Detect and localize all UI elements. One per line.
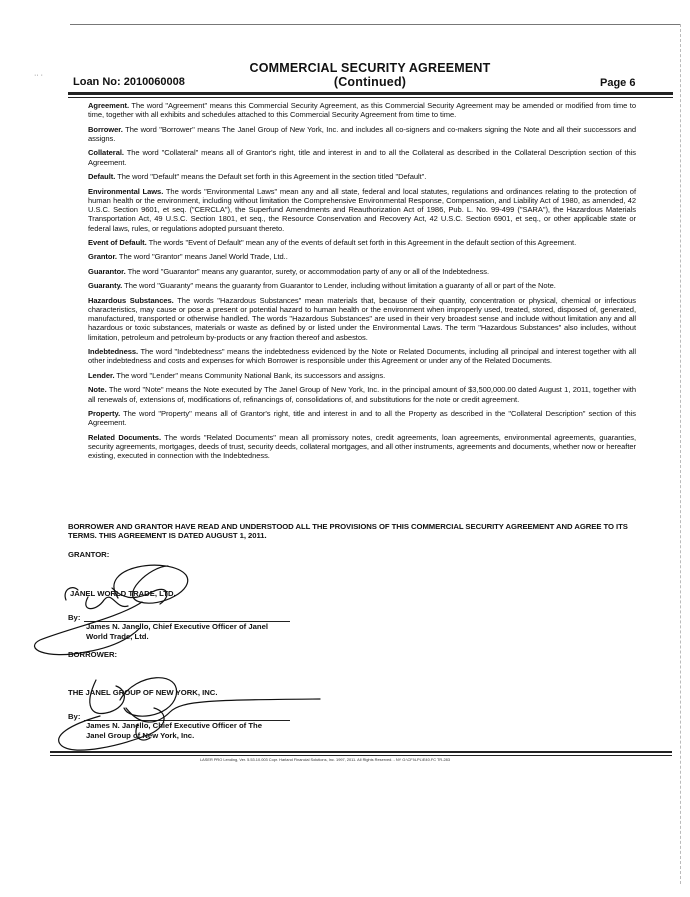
grantor-by-label: By: <box>68 613 81 622</box>
definition-text: The word "Borrower" means The Janel Group of New York, Inc. and includes all co-signers and co-makers signing the Note and all their successors and assigns. <box>88 124 636 143</box>
definition-text: The word "Grantor" means Janel World Trade, Ltd.. <box>116 252 288 262</box>
grantor-entity: JANEL WORLD TRADE, LTD. <box>70 589 176 598</box>
definition-paragraph <box>88 172 636 181</box>
definition-paragraph <box>88 267 636 276</box>
header-rule-thick <box>68 92 673 95</box>
definition-text: The word "Note" means the Note executed by The Janel Group of New York, Inc. in the principal amount of $3,500,000.00 dated August 1, 2011, together with all renewals of, extensions of, modifications of, refinancings of, consolidations of, and substitutions for the note or credit agreement. <box>88 385 636 404</box>
definition-paragraph <box>88 347 636 366</box>
definition-term: Guarantor. <box>88 266 126 276</box>
definition-term: Borrower. <box>88 124 123 134</box>
definition-text: The word "Default" means the Default set forth in this Agreement in the section titled "Default". <box>115 172 427 182</box>
definition-term: Guaranty. <box>88 281 123 291</box>
subtitle-line: (Continued) <box>333 75 407 89</box>
definition-text: The word "Property" means all of Grantor's right, title and interest in and to all the Property as described in the "Collateral Description" section of this Agreement. <box>88 408 636 428</box>
margin-mark: ·· · <box>34 72 43 79</box>
borrower-entity: THE JANEL GROUP OF NEW YORK, INC. <box>68 688 218 697</box>
borrower-signer-title-2: Janel Group of New York, Inc. <box>86 731 195 740</box>
definition-text: The words "Hazardous Substances" mean materials that, because of their quantity, concentration or physical, chemical or infectious characteristics, may cause or pose a present or potential hazard to human health or the environment when improperly used, treated, stored, disposed of, generated, manufactured, transported or otherwise handled. The words "Hazardous Substances" are used in their very broadest sense and include without limitation any and all hazardous or toxic substances, materials or waste as defined by or listed under the Environmental Laws. The term "Hazardous Substances" also includes, without limitation, petroleum and petroleum by-products or any fraction thereof and asbestos. <box>88 295 637 342</box>
definition-paragraph <box>88 125 636 144</box>
grantor-signer-title-2: World Trade, Ltd. <box>86 632 149 641</box>
borrower-signer-title: James N. Janello, Chief Executive Officer of The <box>86 721 263 730</box>
definition-text: The words "Related Documents" mean all promissory notes, credit agreements, loan agreements, environmental agreements, guaranties, security agreements, mortgages, deeds of trust, security deeds, collateral mortgages, and all other instruments, agreements and documents, whether now or hereafter existing, executed in connection with the Indebtedness. <box>88 432 636 461</box>
page-edge <box>680 24 681 884</box>
grantor-label: GRANTOR: <box>68 550 110 559</box>
definition-text: The words "Event of Default" mean any of the events of default set forth in this Agreement in the default section of this Agreement. <box>146 237 577 247</box>
definition-paragraph <box>88 252 636 261</box>
definition-paragraph <box>88 371 636 380</box>
definition-term: Note. <box>88 385 107 395</box>
definitions-section <box>88 101 636 466</box>
definition-paragraph <box>88 281 636 290</box>
definition-text: The word "Guarantor" means any guarantor, surety, or accommodation party of any or all of the Indebtedness. <box>125 266 490 276</box>
definition-paragraph <box>88 385 636 404</box>
definition-paragraph <box>88 101 636 120</box>
footer-rule-thick <box>50 751 672 753</box>
document-title <box>230 61 510 89</box>
closing-statement: BORROWER AND GRANTOR HAVE READ AND UNDERSTOOD ALL THE PROVISIONS OF THIS COMMERCIAL SECURITY AGREEMENT AND AGREE TO ITS TERMS. THIS AGREEMENT IS DATED AUGUST 1, 2011. <box>68 522 628 541</box>
definition-term: Hazardous Substances. <box>88 295 174 305</box>
definition-paragraph <box>88 409 636 428</box>
definition-term: Collateral. <box>88 148 124 158</box>
definition-term: Property. <box>88 408 121 418</box>
definition-paragraph <box>88 187 636 233</box>
definition-term: Grantor. <box>88 252 117 262</box>
footer-rule-thin <box>50 755 672 756</box>
footer-text: LASER PRO Lending, Ver. 5.53.10.003 Copr. Harland Financial Solutions, Inc. 1997, 2011. All Rights Reserved. - NY G:\CFI\LPL\E40.FC TR-283 <box>200 757 450 762</box>
definition-paragraph <box>88 296 636 342</box>
definition-term: Event of Default. <box>88 237 147 247</box>
definition-text: The word "Indebtedness" means the indebtedness evidenced by the Note or Related Documents, including all principal and interest together with all other indebtedness and costs and expenses for which Borrower is responsible under this Agreement or under any of the Related Documents. <box>88 347 636 366</box>
definition-text: The word "Collateral" means all of Grantor's right, title and interest in and to all the Collateral as described in the Collateral Description section of this Agreement. <box>88 148 636 167</box>
borrower-by-label: By: <box>68 712 81 721</box>
grantor-signature-drawing <box>35 565 188 654</box>
grantor-signer-title: James N. Janello, Chief Executive Officer of Janel <box>86 622 269 631</box>
header-rule-thin <box>68 97 673 98</box>
definition-paragraph <box>88 148 636 167</box>
definition-text: The word "Lender" means Community National Bank, its successors and assigns. <box>114 370 386 380</box>
definition-text: The word "Agreement" means this Commercial Security Agreement, as this Commercial Security Agreement may be amended or modified from time to time, together with all exhibits and schedules attached to this Commercial Security Agreement from time to time. <box>88 101 636 120</box>
definition-text: The words "Environmental Laws" mean any and all state, federal and local statutes, regulations and ordinances relating to the protection of human health or the environment, including without limitation the Comprehensive Environmental Response, Compensation, and Liability Act of 1980, as amended, 42 U.S.C. Section 9601, et seq. ("CERCLA"), the Superfund Amendments and Reauthorization Act of 1986, Pub. L. No. 99-499 ("SARA"), the Hazardous Materials Transportation Act, 49 U.S.C. Section 1801, et seq., the Resource Conservation and Recovery Act, 42 U.S.C. Section 6901, et seq., or other applicable state or federal laws, rules, or regulations adopted pursuant thereto. <box>88 186 636 233</box>
definition-term: Indebtedness. <box>88 347 139 357</box>
definition-paragraph <box>88 238 636 247</box>
definition-term: Environmental Laws. <box>88 186 164 196</box>
definition-term: Related Documents. <box>88 432 162 442</box>
definition-term: Lender. <box>88 370 115 380</box>
top-rule <box>70 24 680 25</box>
definition-term: Agreement. <box>88 101 130 110</box>
definition-text: The word "Guaranty" means the guaranty from Guarantor to Lender, including without limitation a guaranty of all or part of the Note. <box>122 281 556 291</box>
page-number: Page 6 <box>600 77 636 89</box>
definition-paragraph <box>88 433 636 461</box>
borrower-label: BORROWER: <box>68 650 118 659</box>
definition-term: Default. <box>88 172 116 182</box>
loan-number: Loan No: 2010060008 <box>73 76 185 88</box>
title-line: COMMERCIAL SECURITY AGREEMENT <box>249 61 491 75</box>
